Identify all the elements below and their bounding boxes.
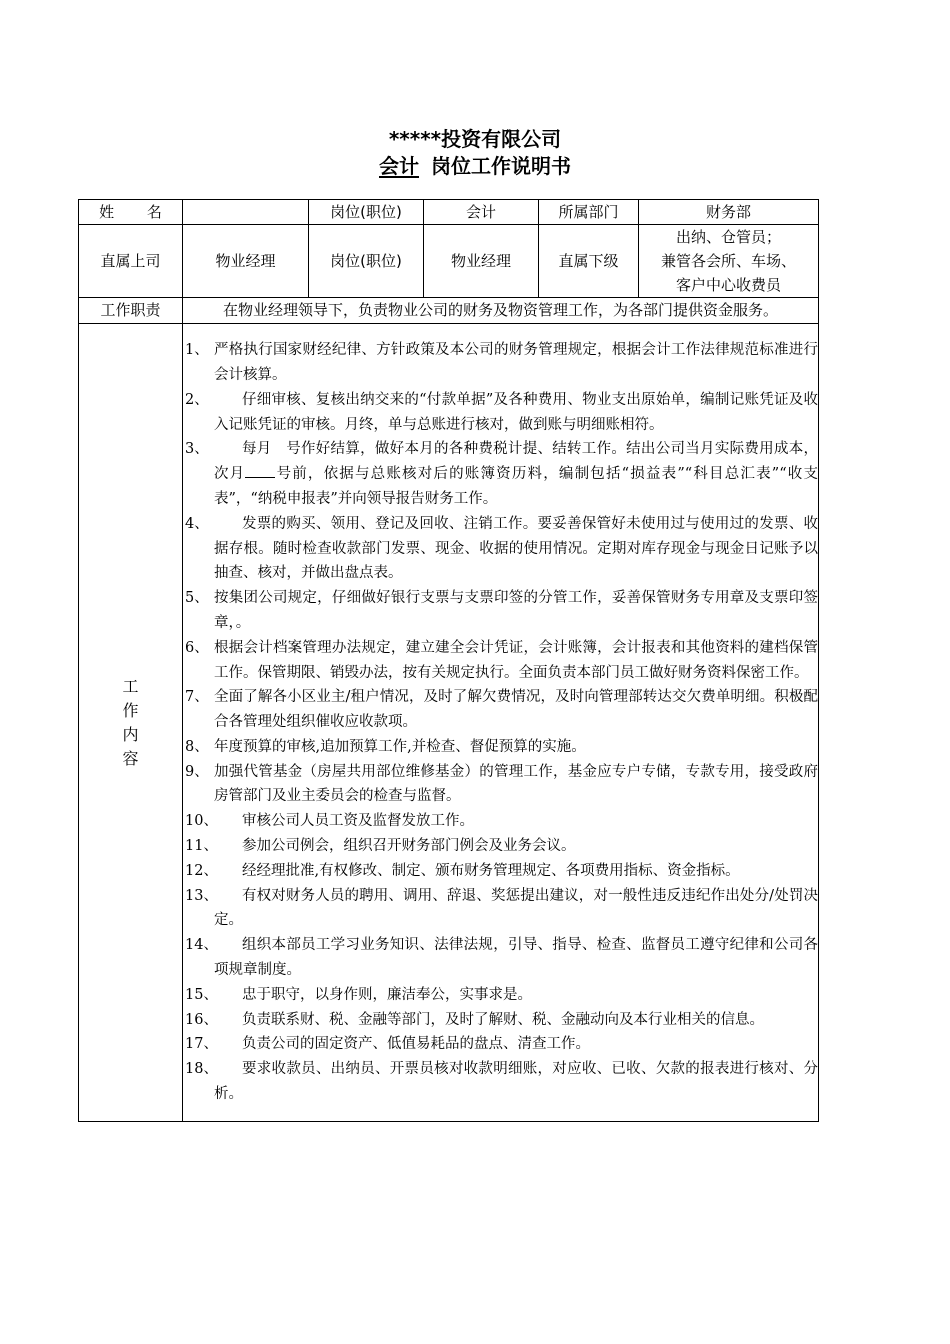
list-item: 11、 参加公司例会，组织召开财务部门例会及业务会议。 xyxy=(185,838,576,855)
list-item: 8、 年度预算的审核,追加预算工作,并检查、督促预算的实施。 xyxy=(185,738,586,755)
list-item: 4、 发票的购买、领用、登记及回收、注销工作。要妥善保管好未使用过与使用过的发票、收据存根。随时检查收款部门发票、现金、收据的使用情况。定期对库存现金与现金日记账予以抽查、核对，并做出盘点表。 xyxy=(185,515,818,582)
list-item: 2、 仔细审核、复核出纳交来的“付款单据”及各种费用、物业支出原始单，编制记账凭证及收入记账凭证的审核。月终，单与总账进行核对，做到账与明细账相符。 xyxy=(185,391,818,433)
list-item: 16、 负责联系财、税、金融等部门，及时了解财、税、金融动向及本行业相关的信息。 xyxy=(185,1011,764,1028)
job-description-table xyxy=(78,199,819,1122)
superior-position-value: 物业经理 xyxy=(424,225,539,298)
name-value xyxy=(183,200,309,225)
document-title xyxy=(0,150,950,179)
list-item: 10、 审核公司人员工资及监督发放工作。 xyxy=(185,813,474,830)
table-row xyxy=(79,324,819,1122)
duty-label: 工作职责 xyxy=(79,298,183,324)
company-title: *****投资有限公司 xyxy=(388,127,562,151)
duty-list xyxy=(183,338,818,1107)
list-item: 5、 按集团公司规定，仔细做好银行支票与支票印签的分管工作，妥善保管财务专用章及支票印签章，。 xyxy=(185,590,818,631)
department-value: 财务部 xyxy=(639,200,819,225)
doc-title-text: 岗位工作说明书 xyxy=(431,154,571,178)
department-label: 所属部门 xyxy=(539,200,639,225)
content-label: 工作内容 xyxy=(122,676,139,768)
superior-value: 物业经理 xyxy=(183,225,309,298)
list-item: 6、 根据会计档案管理办法规定，建立建全会计凭证，会计账簿，会计报表和其他资料的建档保管工作。保管期限、销毁办法，按有关规定执行。全面负责本部门员工做好财务资料保密工作。 xyxy=(185,639,818,681)
content-label-cell xyxy=(79,324,183,1122)
list-item: 12、 经经理批准,有权修改、制定、颁布财务管理规定、各项费用指标、资金指标。 xyxy=(185,862,740,879)
list-item: 9、 加强代管基金（房屋共用部位维修基金）的管理工作，基金应专户专储，专款专用，接受政府房管部门及业主委员会的检查与监督。 xyxy=(185,763,818,805)
subordinate-line: 客户中心收费员 xyxy=(675,276,781,294)
list-item: 3、 每月 号作好结算，做好本月的各种费税计提、结转工作。结出公司当月实际费用成本，次月 号前，依据与总账核对后的账簿资历料，编制包括“损益表”“科目总汇表”“收支表”，“纳税申报表”并向领导报告财务工作。 xyxy=(185,441,818,507)
list-item: 1、 严格执行国家财经纪律、方针政策及本公司的财务管理规定，根据会计工作法律规范标准进行会计核算。 xyxy=(185,342,818,383)
duty-value: 在物业经理领导下，负责物业公司的财务及物资管理工作，为各部门提供资金服务。 xyxy=(183,298,819,324)
superior-position-label: 岗位(职位) xyxy=(309,225,424,298)
position-value: 会计 xyxy=(424,200,539,225)
list-item: 15、 忠于职守，以身作则，廉洁奉公，实事求是。 xyxy=(185,986,532,1003)
subordinate-value xyxy=(639,225,819,298)
position-title: 会计 xyxy=(379,154,419,178)
content-cell xyxy=(183,324,819,1122)
subordinate-line: 出纳、仓管员； xyxy=(675,228,781,246)
position-label: 岗位(职位) xyxy=(309,200,424,225)
list-item: 14、 组织本部员工学习业务知识、法律法规，引导、指导、检查、监督员工遵守纪律和公司各项规章制度。 xyxy=(185,937,818,979)
table-row xyxy=(79,298,819,324)
fill-in-blank xyxy=(245,463,275,478)
list-item: 7、 全面了解各小区业主/租户情况，及时了解欠费情况，及时向管理部转达交欠费单明细。积极配合各管理处组织催收应收款项。 xyxy=(185,689,818,731)
table-row xyxy=(79,200,819,225)
name-label: 姓 名 xyxy=(79,200,183,225)
superior-label: 直属上司 xyxy=(79,225,183,298)
subordinate-line: 兼管各会所、车场、 xyxy=(660,252,796,270)
subordinate-label: 直属下级 xyxy=(539,225,639,298)
list-item: 17、 负责公司的固定资产、低值易耗品的盘点、清查工作。 xyxy=(185,1036,590,1053)
list-item: 18、 要求收款员、出纳员、开票员核对收款明细账，对应收、已收、欠款的报表进行核对、分析。 xyxy=(185,1061,818,1103)
list-item: 13、 有权对财务人员的聘用、调用、辞退、奖惩提出建议，对一般性违反违纪作出处分/处罚决定。 xyxy=(185,887,818,929)
table-row xyxy=(79,225,819,298)
